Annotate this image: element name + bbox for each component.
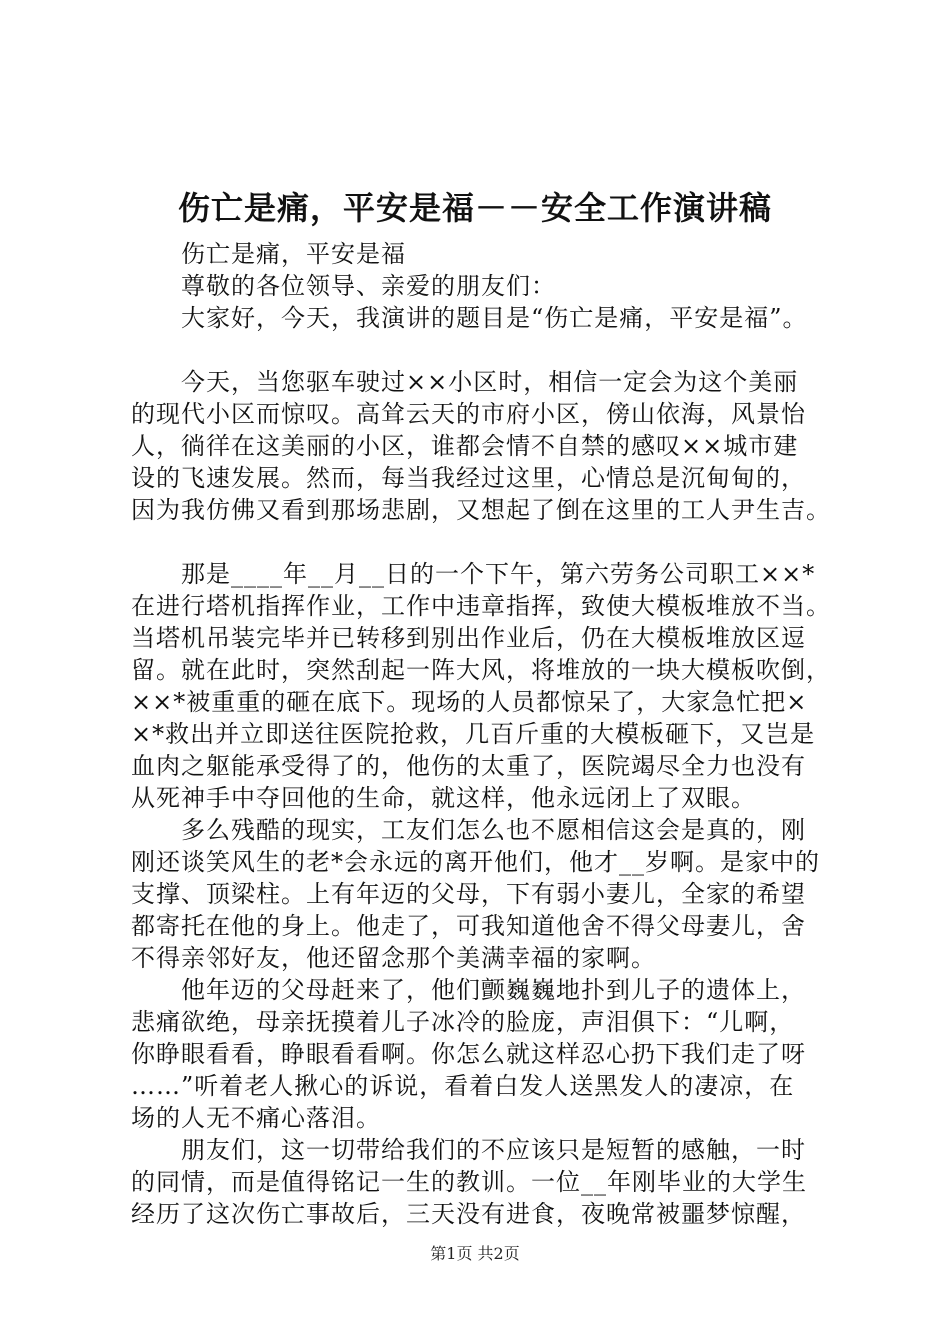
text-line: 那是____年__月__日的一个下午，第六劳务公司职工××*: [181, 560, 816, 588]
text-line: 从死神手中夺回他的生命，就这样，他永远闭上了双眼。: [131, 784, 756, 812]
paragraph-4: [131, 974, 853, 1134]
text-line: 在进行塔机指挥作业，工作中违章指挥，致使大模板堆放不当。: [131, 592, 831, 620]
document-body: [131, 238, 853, 1230]
text-line: ××*被重重的砸在底下。现场的人员都惊呆了，大家急忙把×: [131, 688, 808, 716]
paragraph-gap: [131, 334, 853, 366]
text-line: 因为我仿佛又看到那场悲剧，又想起了倒在这里的工人尹生吉。: [131, 496, 831, 524]
speech-subtitle: 伤亡是痛，平安是福: [181, 240, 406, 268]
text-line: 不得亲邻好友，他还留念那个美满幸福的家啊。: [131, 944, 656, 972]
text-line: 的同情，而是值得铭记一生的教训。一位__年刚毕业的大学生: [131, 1168, 807, 1196]
text-line: 场的人无不痛心落泪。: [131, 1104, 381, 1132]
text-line: ×*救出并立即送往医院抢救，几百斤重的大模板砸下，又岂是: [131, 720, 816, 748]
opening-line: 大家好，今天，我演讲的题目是“伤亡是痛，平安是福”。: [181, 304, 808, 332]
text-line: 悲痛欲绝，母亲抚摸着儿子冰冷的脸庞，声泪俱下：“儿啊，: [131, 1008, 795, 1036]
text-line: 设的飞速发展。然而，每当我经过这里，心情总是沉甸甸的，: [131, 464, 806, 492]
text-line: 都寄托在他的身上。他走了，可我知道他舍不得父母妻儿，舍: [131, 912, 806, 940]
paragraph-gap: [131, 526, 853, 558]
paragraph-1: [131, 366, 853, 526]
paragraph-3: [131, 814, 853, 974]
text-line: 朋友们，这一切带给我们的不应该只是短暂的感触，一时: [181, 1136, 806, 1164]
text-line: 人，徜徉在这美丽的小区，谁都会情不自禁的感叹××城市建: [131, 432, 799, 460]
text-line: 你睁眼看看，睁眼看看啊。你怎么就这样忍心扔下我们走了呀: [131, 1040, 806, 1068]
text-line: 刚还谈笑风生的老*会永远的离开他们，他才__岁啊。是家中的: [131, 848, 820, 876]
document-title: 伤亡是痛，平安是福－－安全工作演讲稿: [177, 189, 772, 227]
page-number: 第1页 共2页: [430, 1244, 520, 1263]
paragraph-2: [131, 558, 853, 814]
text-line: ……”听着老人揪心的诉说，看着白发人送黑发人的凄凉，在: [131, 1072, 795, 1100]
text-line: 当塔机吊装完毕并已转移到别出作业后，仍在大模板堆放区逗: [131, 624, 806, 652]
salutation: 尊敬的各位领导、亲爱的朋友们：: [181, 272, 556, 300]
paragraph-5: [131, 1134, 853, 1230]
text-line: 的现代小区而惊叹。高耸云天的市府小区，傍山依海，风景怡: [131, 400, 806, 428]
text-line: 今天，当您驱车驶过××小区时，相信一定会为这个美丽: [181, 368, 799, 396]
text-line: 多么残酷的现实，工友们怎么也不愿相信这会是真的，刚: [181, 816, 806, 844]
text-line: 支撑、顶梁柱。上有年迈的父母，下有弱小妻儿，全家的希望: [131, 880, 806, 908]
text-line: 他年迈的父母赶来了，他们颤巍巍地扑到儿子的遗体上，: [181, 976, 806, 1004]
text-line: 血肉之躯能承受得了的，他伤的太重了，医院竭尽全力也没有: [131, 752, 806, 780]
text-line: 留。就在此时，突然刮起一阵大风，将堆放的一块大模板吹倒，: [131, 656, 831, 684]
text-line: 经历了这次伤亡事故后，三天没有进食，夜晚常被噩梦惊醒，: [131, 1200, 806, 1228]
